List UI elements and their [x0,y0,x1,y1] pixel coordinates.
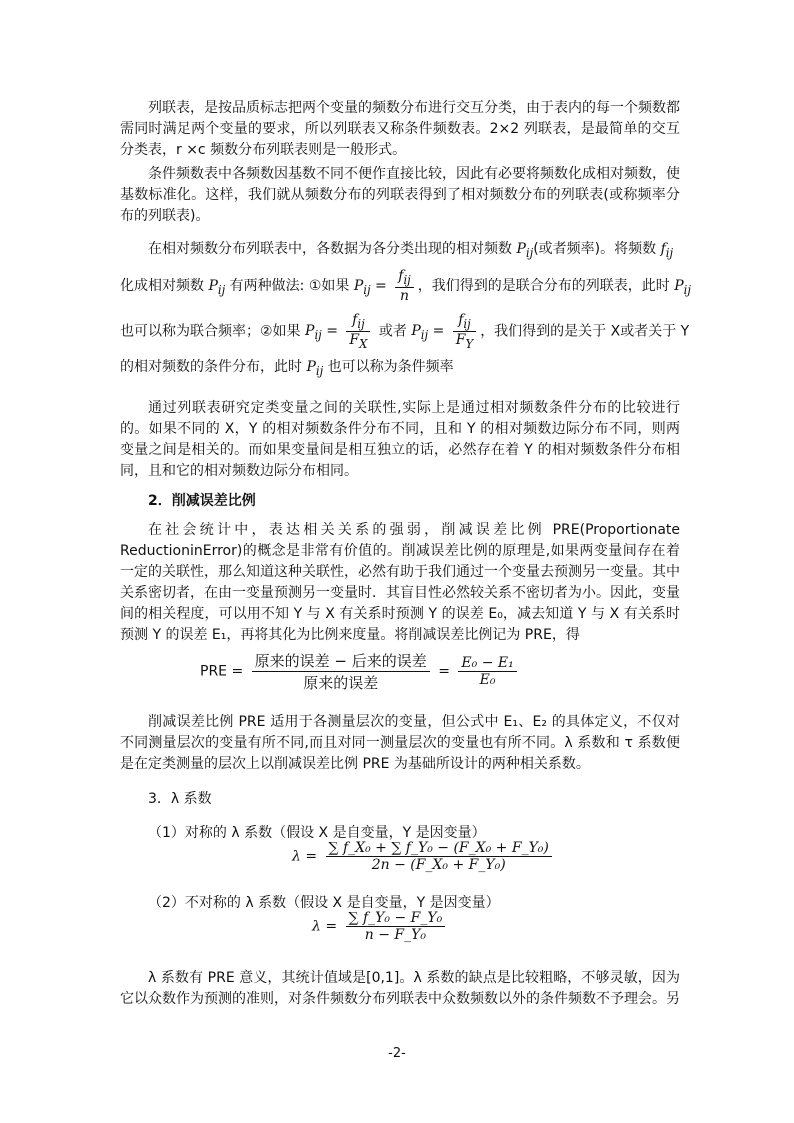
section-heading-pre: 2．削减误差比例 [148,493,256,509]
paragraph-relative-frequency: 条件频数表中各频数因基数不同不便作直接比较，因此有必要将频数化成相对频数，使基数标准化。这样，我们就从频数分布的列联表得到了相对频数分布的列联表(或称频率分布的列联表)。 [120,166,680,224]
fraction-fij-over-fx: $\frac{f_{ij}}{F_X}$ [346,312,370,351]
case-asymmetric-label: （2）不对称的 λ 系数（假设 X 是自变量，Y 是因变量） [148,895,500,911]
fraction-fij-over-n: $\frac{f_{ij}}{n}$ [395,268,414,304]
symbol-fij: $f_{ij}$ [660,241,674,260]
lambda-asymmetric-formula: λ = $\frac{\text{∑ f\_Y₀ − F\_Y₀}}{\text{n − F\_Y₀}}$ [312,910,449,943]
fraction-fij-over-fy: $\frac{f_{ij}}{F_Y}$ [453,312,476,351]
para3-line3: 也可以称为联合频率；②如果 $P_{ij}$ = $\frac{f_{ij}}{F_X}$ 或者 $P_{ij}$ = $\frac{f_{ij}}{F_Y}$ ，我们得到的是关于 X或者关于 Y [120,312,690,351]
paragraph-pre-definition: 在社会统计中，表达相关关系的强弱，削减误差比例 PRE(Proportionate ReductioninError)的概念是非常有价值的。削减误差比例的原理是,如果两变量间存在着一定的关联性，那么知道这种关联性，必然有助于我们通过一个变量去预测另一变量。其中关系密切者，在由一变量预测另一变量时．其盲目性必然较关系不密切者为小。因此，变量间的相关程度，可以用不知 Y 与 X 有关系时预测 Y 的误差 E₀，减去知道 Y 与 X 有关系时预测 Y 的误差 E₁，再将其化为比例来度量。将削减误差比例记为 PRE，得 [120,522,680,643]
section-heading-lambda: 3．λ 系数 [148,791,212,807]
paragraph-association: 通过列联表研究定类变量之间的关联性,实际上是通过相对频数条件分布的比较进行的。如果不同的 X，Y 的相对频数条件分布不同，且和 Y 的相对频数边际分布不同，则两变量之间是相关的。而如果变量间是相互独立的话，必然存在着 Y 的相对频数条件分布相同，且和它的相对频数边际分布相同。 [120,400,680,479]
para3-line1: 在相对频数分布列联表中，各数据为各分类出现的相对频数 $P_{ij}$(或者频率)。将频数 $f_{ij}$ [148,241,674,260]
para3-line2: 化成相对频数 $P_{ij}$ 有两种做法: ①如果 $P_{ij}$ = $\frac{f_{ij}}{n}$ ，我们得到的是联合分布的列联表，此时 $P_{ij}$ [120,268,691,304]
paragraph-lambda-properties: λ 系数有 PRE 意义，其统计值域是[0,1]。λ 系数的缺点是比较粗略，不够灵敏，因为它以众数作为预测的准则，对条件频数分布列联表中众数频数以外的条件频数不予理会。另 [120,970,680,1007]
lambda-symmetric-formula: λ = $\frac{\text{∑ f\_X₀ + ∑ f\_Y₀ − (F\_X₀ + F\_Y₀)}}{\text{2n − (F\_X₀ + F\_Y₀)}}$ [292,840,556,873]
paragraph-contingency-table: 列联表，是按品质标志把两个变量的频数分布进行交互分类，由于表内的每一个频数都需同时满足两个变量的要求，所以列联表又称条件频数表。2×2 列联表，是最简单的交互分类表，r ×c 频数分布列联表则是一般形式。 [120,100,680,158]
symbol-pij: $P_{ij}$ [516,241,534,260]
pre-formula: PRE = $\frac{\text{原来的误差 − 后来的误差}}{\text{原来的误差}}$ = $\frac{\text{E₀ − E₁}}{\text{E₀}}$ [200,650,521,693]
paragraph-pre-application: 削减误差比例 PRE 适用于各测量层次的变量，但公式中 E₁、E₂ 的具体定义，不仅对不同测量层次的变量有所不同,而且对同一测量层次的变量也有所不同。λ 系数和 τ 系数便是在定类测量的层次上以削减误差比例 PRE 为基础所设计的两种相关系数。 [120,714,680,772]
case-symmetric-label: （1）对称的 λ 系数（假设 X 是自变量，Y 是因变量） [148,825,486,841]
para3-line4: 的相对频数的条件分布，此时 $P_{ij}$ 也可以称为条件频率 [120,359,454,378]
page-number: -2- [388,1046,406,1061]
